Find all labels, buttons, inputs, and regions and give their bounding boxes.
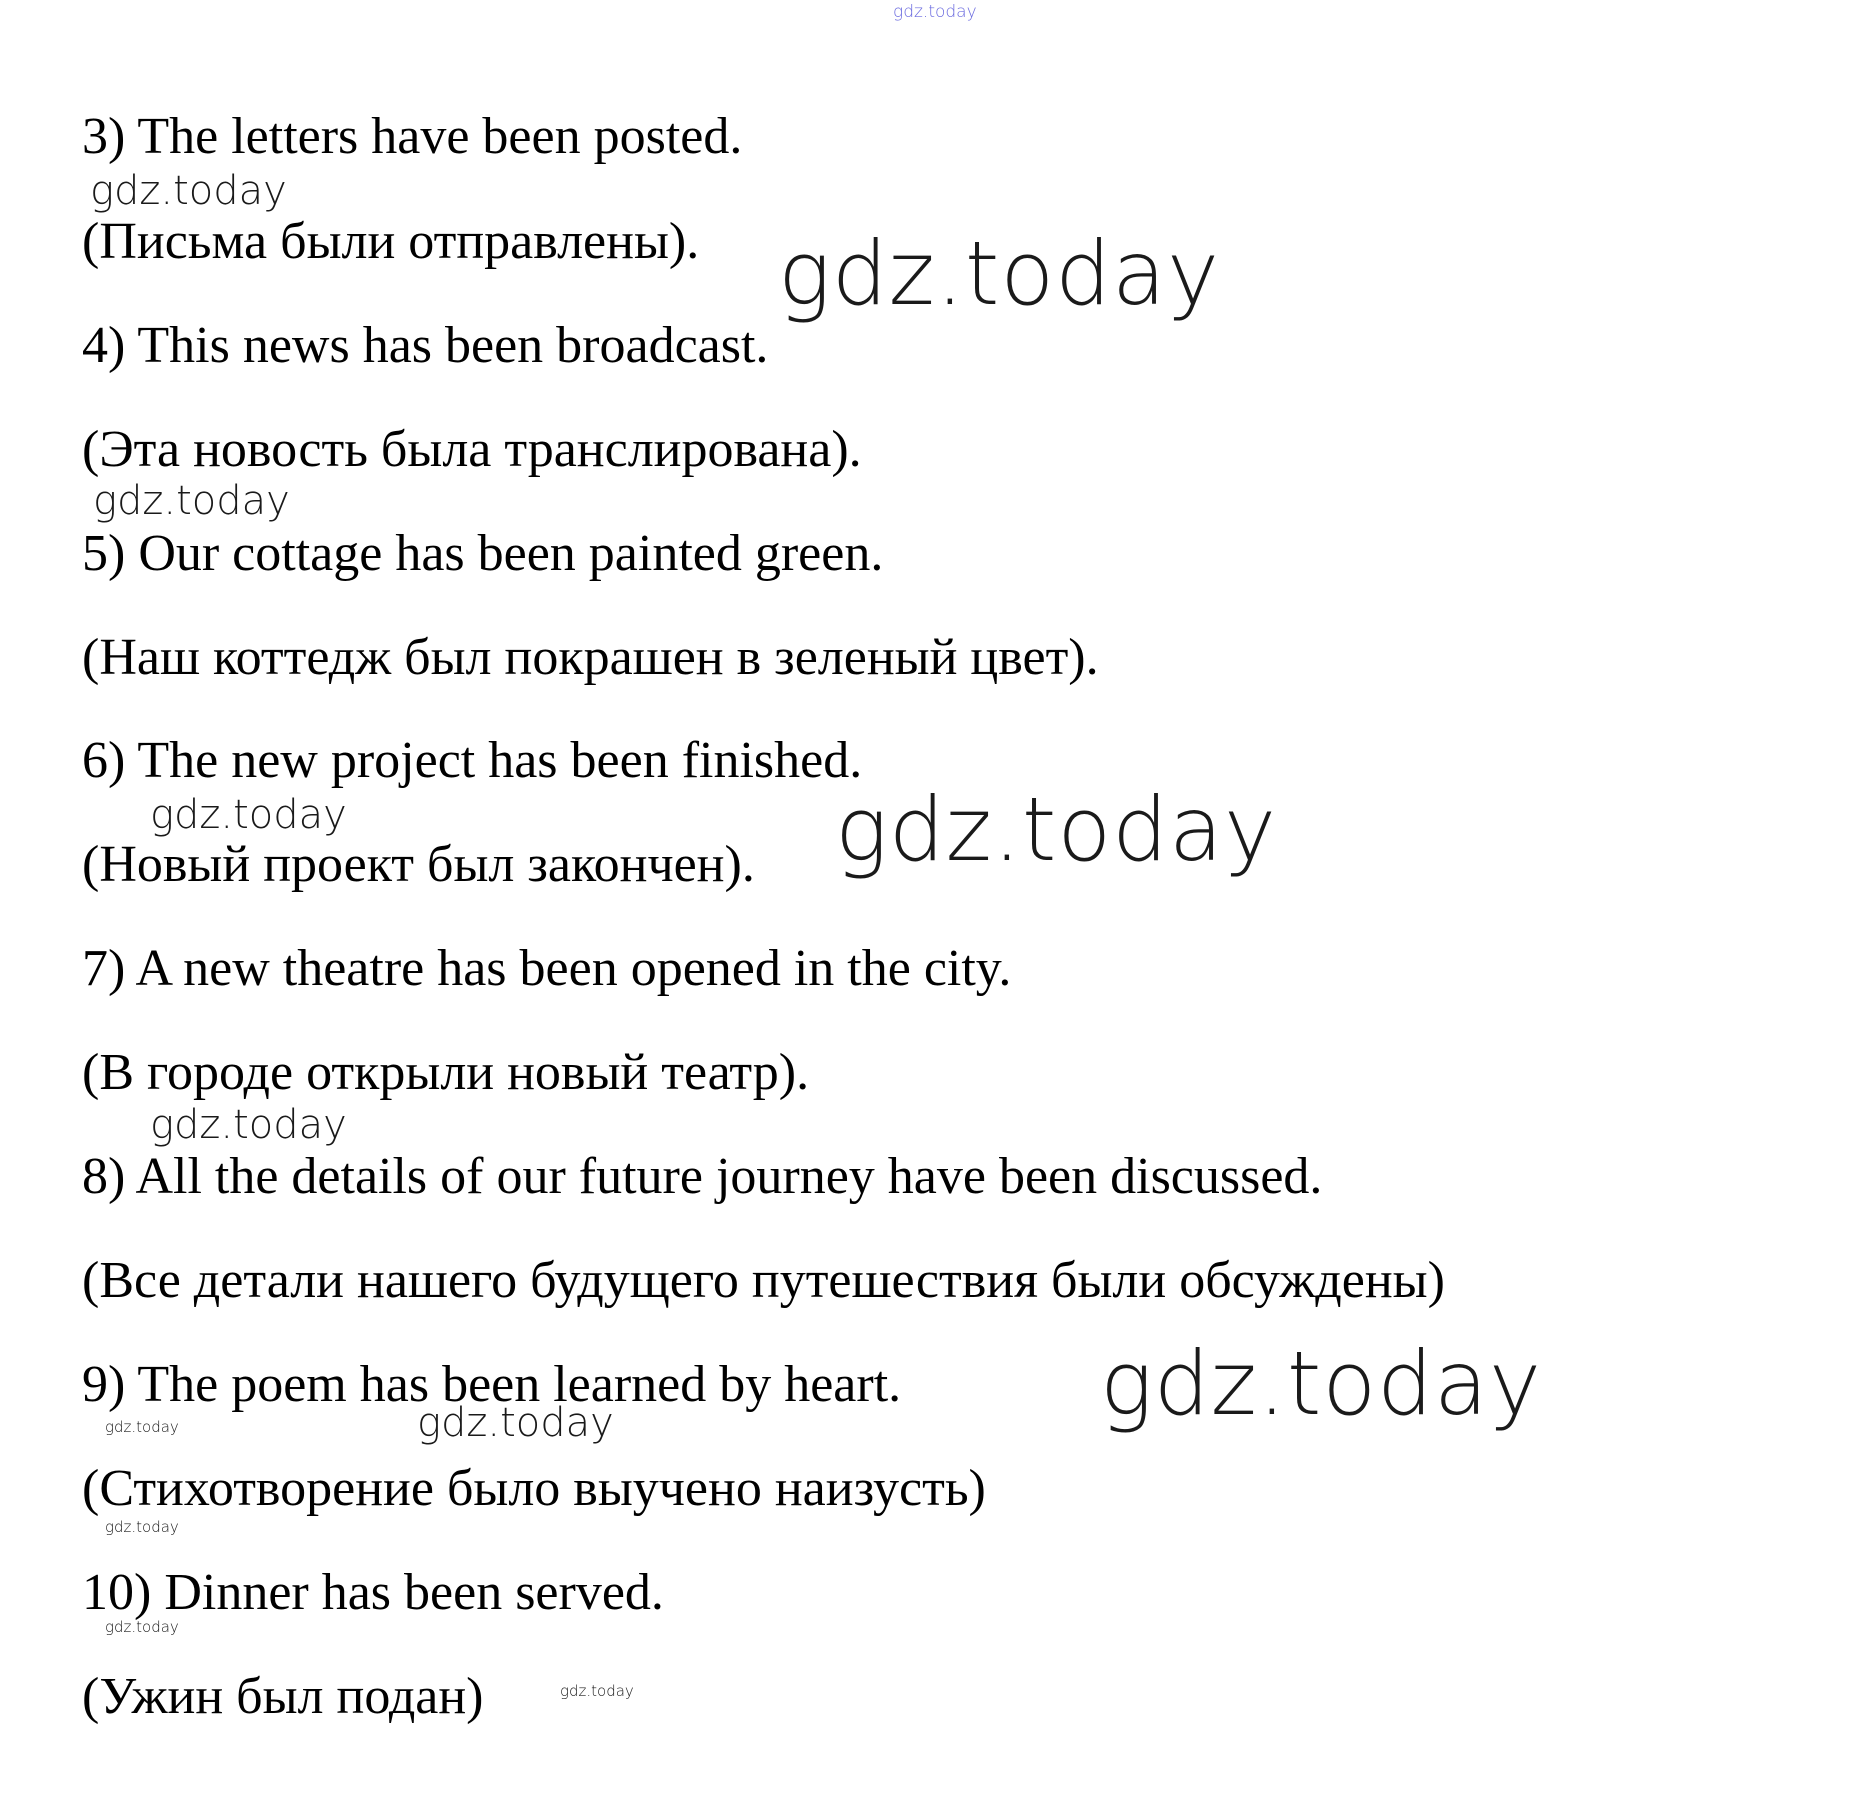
watermark: gdz.today <box>105 1618 179 1636</box>
watermark: gdz.today <box>1100 1332 1543 1435</box>
watermark-top: gdz.today <box>893 2 977 22</box>
sentence-10-en: 10) Dinner has been served. <box>82 1564 664 1621</box>
sentence-10-ru: (Ужин был подан) <box>82 1668 484 1725</box>
sentence-8-ru: (Все детали нашего будущего путешествия были обсуждены) <box>82 1252 1445 1309</box>
watermark: gdz.today <box>560 1682 634 1700</box>
sentence-9-ru: (Стихотворение было выучено наизусть) <box>82 1460 986 1517</box>
watermark: gdz.today <box>417 1400 614 1446</box>
sentence-3-en: 3) The letters have been posted. <box>82 108 743 165</box>
watermark: gdz.today <box>105 1418 179 1436</box>
sentence-5-en: 5) Our cottage has been painted green. <box>82 525 884 582</box>
watermark: gdz.today <box>150 1102 347 1148</box>
watermark: gdz.today <box>778 222 1221 325</box>
sentence-8-en: 8) All the details of our future journey have been discussed. <box>82 1148 1323 1205</box>
sentence-4-en: 4) This news has been broadcast. <box>82 317 769 374</box>
watermark: gdz.today <box>105 1518 179 1536</box>
sentence-3-ru: (Письма были отправлены). <box>82 213 700 270</box>
sentence-4-ru: (Эта новость была транслирована). <box>82 421 862 478</box>
sentence-7-en: 7) A new theatre has been opened in the city. <box>82 940 1012 997</box>
sentence-9-en: 9) The poem has been learned by heart. <box>82 1356 902 1413</box>
watermark: gdz.today <box>150 792 347 838</box>
sentence-6-ru: (Новый проект был закончен). <box>82 836 755 893</box>
watermark: gdz.today <box>90 168 287 214</box>
watermark: gdz.today <box>93 478 290 524</box>
sentence-5-ru: (Наш коттедж был покрашен в зеленый цвет). <box>82 629 1099 686</box>
sentence-6-en: 6) The new project has been finished. <box>82 732 863 789</box>
watermark: gdz.today <box>835 778 1278 881</box>
sentence-7-ru: (В городе открыли новый театр). <box>82 1044 810 1101</box>
